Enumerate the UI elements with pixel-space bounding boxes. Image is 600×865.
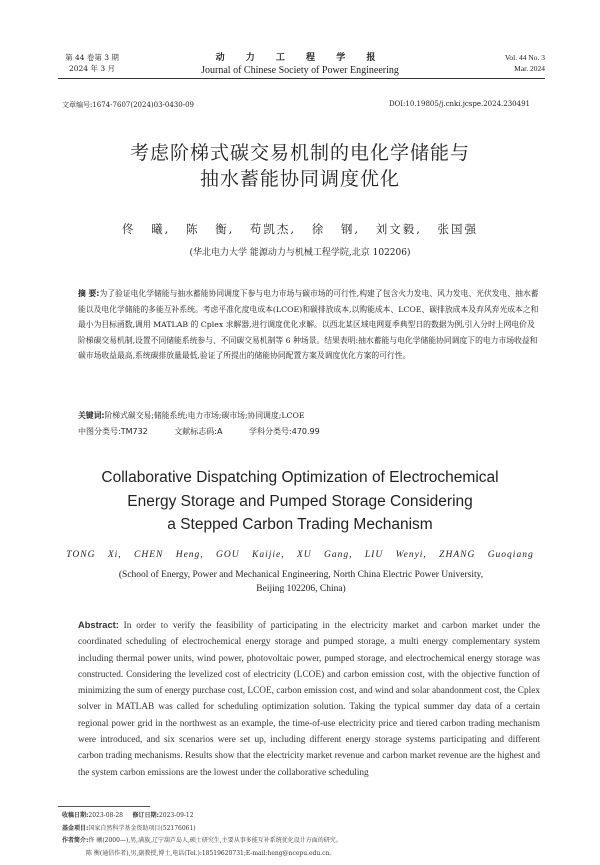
subject-code: 学科分类号:470.99 bbox=[249, 427, 320, 436]
abstract-en bbox=[78, 617, 540, 781]
authors-en: TONG Xi, CHEN Heng, GOU Kaijie, XU Gang, LIU Wenyi, ZHANG Guoqiang bbox=[66, 550, 534, 560]
keywords-cn bbox=[78, 409, 540, 422]
volume-issue-en: Vol. 44 No. 3 bbox=[504, 53, 545, 62]
article-meta bbox=[62, 100, 530, 110]
dates-line bbox=[62, 810, 540, 823]
clc-number: 中图分类号:TM732 bbox=[78, 427, 148, 436]
fund-label: 基金项目: bbox=[62, 824, 89, 832]
corresponding-author-line: 陈 衡(通信作者),男,副教授,博士,电话(Tel.):18519620731;E-mail:heng@ncepu.edu.cn。 bbox=[86, 849, 336, 857]
article-number: 文章编号:1674-7607(2024)03-0430-09 bbox=[62, 101, 194, 109]
date-cn: 2024 年 3 月 bbox=[68, 64, 115, 73]
title-cn bbox=[0, 140, 600, 192]
abstract-cn-label: 摘 要: bbox=[78, 289, 100, 298]
title-cn-line-1: 考虑阶梯式碳交易机制的电化学储能与 bbox=[129, 142, 470, 164]
keywords-cn-text: 阶梯式碳交易;储能系统;电力市场;碳市场;协同调度;LCOE bbox=[104, 411, 305, 420]
journal-name-en: Journal of Chinese Society of Power Engineering bbox=[201, 65, 399, 76]
footnote-divider bbox=[58, 806, 150, 807]
date-en: Mar. 2024 bbox=[514, 64, 545, 73]
affiliation-cn: (华北电力大学 能源动力与机械工程学院,北京 102206) bbox=[189, 248, 411, 258]
fund-text: 国家自然科学基金资助项目(52176061) bbox=[88, 824, 196, 832]
keywords-cn-label: 关键词: bbox=[78, 411, 105, 420]
title-en bbox=[0, 466, 600, 537]
received-label: 收稿日期: bbox=[62, 812, 89, 819]
abstract-en-label: Abstract: bbox=[78, 620, 119, 630]
header-divider bbox=[58, 78, 545, 79]
affiliation-en-line-1: (School of Energy, Power and Mechanical Engineering, North China Electric Power University, bbox=[118, 570, 484, 580]
abstract-cn bbox=[78, 286, 540, 364]
abstract-cn-text: 为了验证电化学储能与抽水蓄能协同调度下参与电力市场与碳市场的可行性,构建了包含火力发电、风力发电、光伏发电、抽水蓄能以及电化学储能的多能互补系统。考虑平准化度电成本(LCOE)和碳排放成本,以购能成本、LCOE、碳排放成本及弃风弃光成本之和最小为目标函数,调用 MATLAB 的 Cplex 求解器,进行调度优化求解。以西北某区域电网夏季典型日的数据为例,引入分时上网电价及阶梯碳交易机制,设置不同储能系统参与、不同碳交易机制等 6 种场景。结果表明:抽水蓄能与电化学储能协同调度下的电力市场收益和碳市场收益最高,系统碳排放量最低,验证了所提出的储能协同配置方案及调度优化方案的可行性。 bbox=[78, 289, 539, 360]
journal-name-cn: 动 力 工 程 学 报 bbox=[215, 53, 385, 63]
title-en-line-1: Collaborative Dispatching Optimization of Electrochemical bbox=[101, 469, 499, 486]
footnotes bbox=[62, 810, 540, 860]
authors-cn: 佟 曦, 陈 衡, 苟凯杰, 徐 钢, 刘文毅, 张国强 bbox=[121, 222, 479, 236]
classification-row bbox=[78, 426, 344, 437]
author-bio-line bbox=[62, 835, 540, 848]
title-en-line-3: a Stepped Carbon Trading Mechanism bbox=[167, 516, 433, 533]
doi: DOI:10.19805/j.cnki.jcspe.2024.230491 bbox=[388, 100, 530, 108]
document-code: 文献标志码:A bbox=[174, 427, 223, 436]
title-en-line-2: Energy Storage and Pumped Storage Considering bbox=[127, 492, 473, 510]
affiliation-en bbox=[62, 568, 540, 596]
fund-line bbox=[62, 823, 540, 836]
author-bio-label: 作者简介: bbox=[62, 837, 89, 845]
header-volume-en bbox=[505, 52, 545, 74]
received-date: 2023-08-28 bbox=[88, 812, 123, 819]
title-cn-line-2: 抽水蓄能协同调度优化 bbox=[199, 168, 400, 190]
revised-date: 2023-09-12 bbox=[158, 812, 194, 819]
revised-label: 修订日期: bbox=[132, 812, 159, 819]
affiliation-en-line-2: Beijing 102206, China) bbox=[256, 584, 346, 594]
author-bio-text: 佟 曦(2000—),男,满族,辽宁葫芦岛人,硕士研究生,主要从事多能互补系统优化设计方面的研究。 bbox=[88, 837, 342, 845]
abstract-en-text: In order to verify the feasibility of participating in the electricity market and carbon market under the coordinated scheduling of electrochemical energy storage and pumped storage, a multi energy complementary system including thermal power units, wind power, photovoltaic power, pumped storage, and electrochemical energy storage was constructed. Considering the levelized cost of electricity (LCOE) and carbon emission cost, with the objective function of minimizing the sum of energy purchase cost, LCOE, carbon emission cost, and wind and solar abandonment cost, the Cplex solver in MATLAB was called for scheduling optimization solution. Taking the typical summer day data of a certain regional power grid in the northwest as an example, the time-of-use electricity price and tiered carbon trading mechanism were introduced, and six scenarios were set up, including different energy storage systems participating and different carbon trading mechanisms. Results show that the electricity market revenue and carbon market revenue are the highest and the system carbon emissions are the lowest under the collaborative scheduling bbox=[78, 621, 540, 778]
volume-issue-cn: 第 44 卷第 3 期 bbox=[65, 53, 119, 62]
